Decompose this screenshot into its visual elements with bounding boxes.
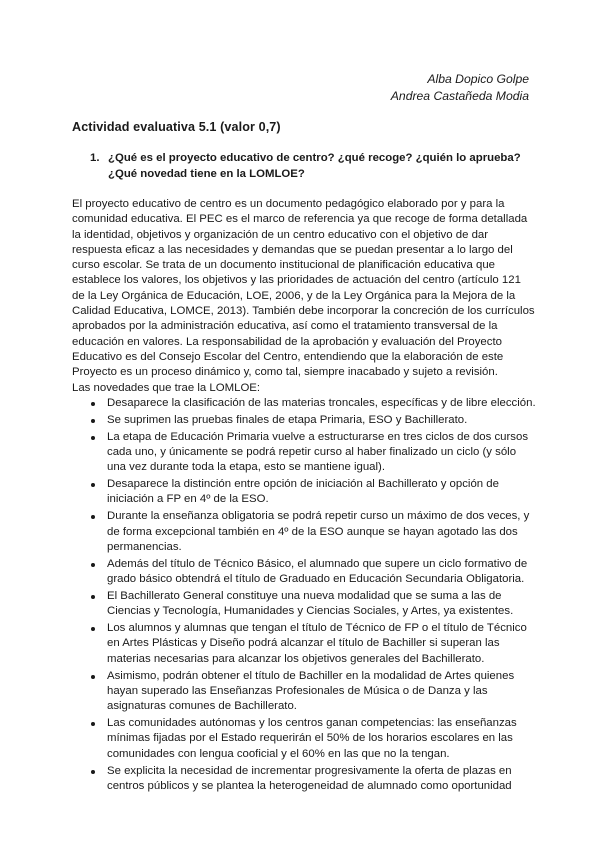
author-name: Andrea Castañeda Modia <box>390 89 529 103</box>
list-item-text: Se explicita la necesidad de incrementar progresivamente la oferta de plazas en centros públicos y se plantea la heterogeneidad de alumnado como oportunidad <box>107 764 512 792</box>
list-item <box>72 716 536 762</box>
list-item <box>72 477 536 508</box>
list-item <box>72 557 536 588</box>
bullet-icon <box>91 675 95 679</box>
list-item-text: Desaparece la distinción entre opción de iniciación al Bachillerato y opción de iniciación a FP en 4º de la ESO. <box>107 478 499 506</box>
list-item <box>72 413 536 428</box>
answer-paragraph: El proyecto educativo de centro es un documento pedagógico elaborado por y para la comunidad educativa. El PEC es el marco de referencia ya que recoge de forma detallada la identidad, objetivos y organización de un centro educativo con el objetivo de dar respuesta eficaz a las necesidades y demandas que se puedan presentar a lo largo del curso escolar. Se trata de un documento institucional de planificación educativa que establece los valores, los objetivos y las prioridades de actuación del centro (artículo 121 de la Ley Orgánica de Educación, LOE, 2006, y de la Ley Orgánica para la Mejora de la Calidad Educativa, LOMCE, 2013). También debe incorporar la concreción de los currículos aprobados por la administración educativa, así como el tratamiento transversal de la educación en valores. La responsabilidad de la aprobación y evaluación del Proyecto Educativo es del Consejo Escolar del Centro, entendiendo que la elaboración de este Proyecto es un proceso dinámico y, como tal, siempre inacabado y sujeto a revisión. <box>72 198 535 379</box>
bullet-icon <box>91 563 95 567</box>
list-item-text: Asimismo, podrán obtener el título de Bachiller en la modalidad de Artes quienes hayan superado las Enseñanzas Profesionales de Música o de Danza y las asignaturas comunes de Bachillerato. <box>107 669 515 713</box>
list-item-text: Durante la enseñanza obligatoria se podrá repetir curso un máximo de dos veces, y de forma excepcional también en 4º de la ESO aunque se hayan agotado las dos permanencias. <box>107 510 530 553</box>
question-heading <box>90 151 530 182</box>
answer-body <box>72 197 536 796</box>
list-item-text: Desaparece la clasificación de las materias troncales, específicas y de libre elección. <box>107 396 536 409</box>
activity-title: Actividad evaluativa 5.1 (valor 0,7) <box>72 120 281 134</box>
list-item-text: Además del título de Técnico Básico, el alumnado que supere un ciclo formativo de grado básico obtendrá el título de Graduado en Educación Secundaria Obligatoria. <box>107 557 528 586</box>
bullet-icon <box>91 436 95 440</box>
list-item <box>72 669 536 715</box>
bullet-icon <box>91 515 95 519</box>
list-item <box>72 396 536 411</box>
bullet-icon <box>91 627 95 631</box>
author-name: Alba Dopico Golpe <box>427 72 529 86</box>
bullet-icon <box>91 722 95 726</box>
question-text: ¿Qué es el proyecto educativo de centro? ¿qué recoge? ¿quién lo aprueba? ¿Qué novedad tiene en la LOMLOE? <box>108 152 521 180</box>
list-item-text: El Bachillerato General constituye una nueva modalidad que se suma a las de Ciencias y Tecnología, Humanidades y Ciencias Sociales, y Artes, ya existentes. <box>107 589 514 618</box>
list-item-text: Se suprimen las pruebas finales de etapa Primaria, ESO y Bachillerato. <box>107 413 468 426</box>
author-block <box>391 71 529 105</box>
bullet-icon <box>91 770 95 774</box>
list-item <box>72 430 536 476</box>
list-item <box>72 621 536 667</box>
bullet-icon <box>91 483 95 487</box>
list-item-text: La etapa de Educación Primaria vuelve a estructurarse en tres ciclos de dos cursos cada uno, y únicamente se podrá repetir curso al haber finalizado un ciclo (y sólo una vez durante toda la etapa, esto se mantiene igual). <box>107 430 529 474</box>
question-number: 1. <box>90 152 100 164</box>
bullet-icon <box>91 595 95 599</box>
novelties-list <box>72 396 536 794</box>
list-item <box>72 589 536 620</box>
bullet-icon <box>91 419 95 423</box>
list-item <box>72 764 536 795</box>
list-item <box>72 509 536 555</box>
list-item-text: Los alumnos y alumnas que tengan el título de Técnico de FP o el título de Técnico en Artes Plásticas y Diseño podrá alcanzar el título de Bachiller si superan las materias necesarias para alcanzar los objetivos generales del Bachillerato. <box>107 622 527 665</box>
list-item-text: Las comunidades autónomas y los centros ganan competencias: las enseñanzas mínimas fijadas por el Estado requerirán el 50% de los horarios escolares en las comunidades con lengua cooficial y el 60% en las que no la tengan. <box>107 717 517 760</box>
list-intro: Las novedades que trae la LOMLOE: <box>72 381 261 394</box>
bullet-icon <box>91 402 95 406</box>
